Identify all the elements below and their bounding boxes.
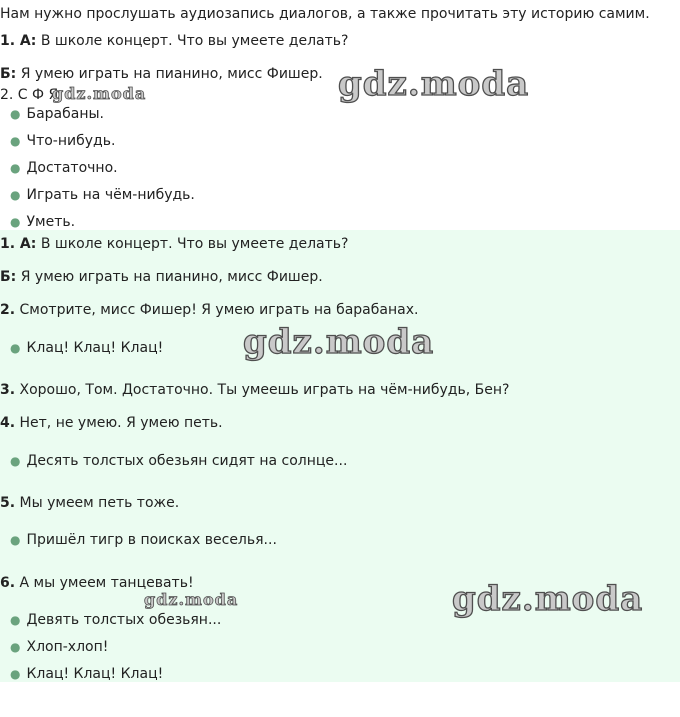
dialog-bullet: ● Клац! Клац! Клац! bbox=[10, 340, 164, 356]
intro-text: Нам нужно прослушать аудиозапись диалогов, а также прочитать эту историю самим. bbox=[0, 6, 650, 22]
dialog-line: 4. Нет, не умею. Я умею петь. bbox=[0, 415, 223, 431]
vocab-item: ● Барабаны. bbox=[10, 106, 105, 122]
dialog-bullet: ● Хлоп-хлоп! bbox=[10, 639, 109, 655]
line-text: В школе концерт. Что вы умеете делать? bbox=[36, 33, 349, 49]
bullet-icon: ● bbox=[10, 667, 21, 681]
vocab-item: ● Достаточно. bbox=[10, 160, 118, 176]
line-text: Я умею играть на пианино, мисс Фишер. bbox=[16, 66, 323, 82]
vocab-item: ● Что-нибудь. bbox=[10, 133, 116, 149]
watermark-logo: gdz.moda bbox=[452, 579, 644, 619]
top-line-2 bbox=[0, 65, 323, 83]
bullet-icon: ● bbox=[10, 161, 21, 175]
dialog-line: 3. Хорошо, Том. Достаточно. Ты умеешь играть на чём-нибудь, Бен? bbox=[0, 382, 510, 398]
dialog-bullet: ● Клац! Клац! Клац! bbox=[10, 666, 164, 682]
watermark-logo: gdz.moda bbox=[144, 590, 239, 609]
watermark-logo: gdz.moda bbox=[338, 64, 530, 104]
dialog-line: Б: Я умею играть на пианино, мисс Фишер. bbox=[0, 269, 323, 285]
clipped-text: 2. С Ф Я bbox=[0, 87, 59, 103]
dialog-line: 6. А мы умеем танцевать! bbox=[0, 575, 194, 591]
dialog-line: 1. А: В школе концерт. Что вы умеете делать? bbox=[0, 236, 349, 252]
bullet-icon: ● bbox=[10, 640, 21, 654]
watermark-logo: gdz.moda bbox=[52, 84, 147, 103]
bullet-icon: ● bbox=[10, 533, 21, 547]
top-line-1 bbox=[0, 32, 348, 50]
bullet-icon: ● bbox=[10, 215, 21, 229]
dialog-bullet: ● Десять толстых обезьян сидят на солнце... bbox=[10, 453, 348, 469]
dialog-line: 5. Мы умеем петь тоже. bbox=[0, 495, 180, 511]
vocab-item: ● Уметь. bbox=[10, 214, 76, 230]
bullet-icon: ● bbox=[10, 107, 21, 121]
watermark-logo: gdz.moda bbox=[243, 322, 435, 362]
bullet-icon: ● bbox=[10, 134, 21, 148]
bullet-icon: ● bbox=[10, 341, 21, 355]
line-number: Б: bbox=[0, 66, 17, 82]
line-number: 1. А: bbox=[0, 33, 37, 49]
bullet-icon: ● bbox=[10, 188, 21, 202]
dialog-bullet: ● Девять толстых обезьян... bbox=[10, 612, 222, 628]
dialog-bullet: ● Пришёл тигр в поисках веселья... bbox=[10, 532, 277, 548]
vocab-item: ● Играть на чём-нибудь. bbox=[10, 187, 195, 203]
bullet-icon: ● bbox=[10, 454, 21, 468]
dialog-line: 2. Смотрите, мисс Фишер! Я умею играть на барабанах. bbox=[0, 302, 419, 318]
bullet-icon: ● bbox=[10, 613, 21, 627]
